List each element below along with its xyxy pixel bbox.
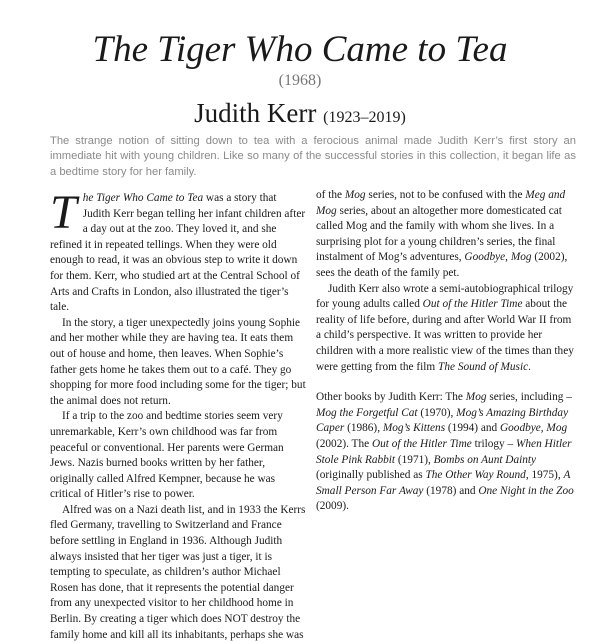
paragraph-1: The Tiger Who Came to Tea was a story that Judith Kerr began telling her infant children after a day out at the zoo. They loved it, and she refined it in repeated tellings. When they were old enough to read, it was an obvious step to write it down for them. Kerr, who studied art at the Central School of Arts and Crafts in London, also illustrated the tiger’s tale. xyxy=(50,186,306,314)
book-title: The Tiger Who Came to Tea xyxy=(92,29,508,70)
paragraph-2: In the story, a tiger unexpectedly joins young Sophie and her mother while they are having tea. It eats them out of house and home, then leaves. When Sophie’s father gets home he takes them out to a café. They go shopping for more food including some for the tiger; but the animal does not return. xyxy=(50,316,306,407)
drop-cap: T xyxy=(50,186,77,239)
paragraph-4: Alfred was on a Nazi death list, and in 1933 the Kerrs fled Germany, travelling to Switzerland and France before settling in England in 1936. Although Judith always insisted that her tiger was just a tiger, it is tempting to speculate, as children’s author Michael Rosen has done, that it represents the potential danger from any unexpected visitor to her childhood home in Berlin. By creating a tiger which does NOT destroy the family home and kill all its inhabitants, perhaps she was xyxy=(50,503,306,641)
paragraph-5: of the Mog series, not to be confused with the Meg and Mog series, about an altogether more domesticated cat called Mog and the family with whom she lives. In a surprising plot for a young children’s series, the final instalment of Mog’s adventures, Goodbye, Mog (2002), sees the death of the family pet. xyxy=(316,189,568,279)
paragraph-6: Judith Kerr also wrote a semi-autobiographical trilogy for young adults called Out of the Hitler Time about the reality of life before, during and after World War II from a child’s perspective. It was written to provide her children with a more realistic view of the times than they were getting from the film The Sound of Music. xyxy=(316,282,574,373)
publication-year: (1968) xyxy=(278,72,322,89)
other-books: Other books by Judith Kerr: The Mog series, including – Mog the Forgetful Cat (1970), Mog’s Amazing Birthday Caper (1986), Mog’s Kittens (1994) and Goodbye, Mog (2002). The Out of the Hitler Time trilogy – When Hitler Stole Pink Rabbit (1971), Bombs on Aunt Dainty (originally published as The Other Way Round, 1975), A Small Person Far Away (1978) and One Night in the Zoo (2009). xyxy=(316,391,574,513)
right-column xyxy=(316,188,578,515)
author-dates: (1923–2019) xyxy=(323,109,406,126)
book-title-inline: he Tiger Who Came to Tea xyxy=(82,192,204,204)
author-name: Judith Kerr xyxy=(194,98,317,128)
left-column xyxy=(50,186,306,641)
paragraph-3: If a trip to the zoo and bedtime stories seem very unremarkable, Kerr’s own childhood was far from peaceful or conventional. Her parents were German Jews. Nazis burned books written by her father, originally called Alfred Kempner, because he was critical of Hitler’s rise to power. xyxy=(50,410,284,501)
intro-paragraph: The strange notion of sitting down to tea with a ferocious animal made Judith Kerr’s first story an immediate hit with young children. Like so many of the successful stories in this collection, it began life as a bedtime story for her family. xyxy=(50,135,576,178)
author-line xyxy=(0,97,600,134)
